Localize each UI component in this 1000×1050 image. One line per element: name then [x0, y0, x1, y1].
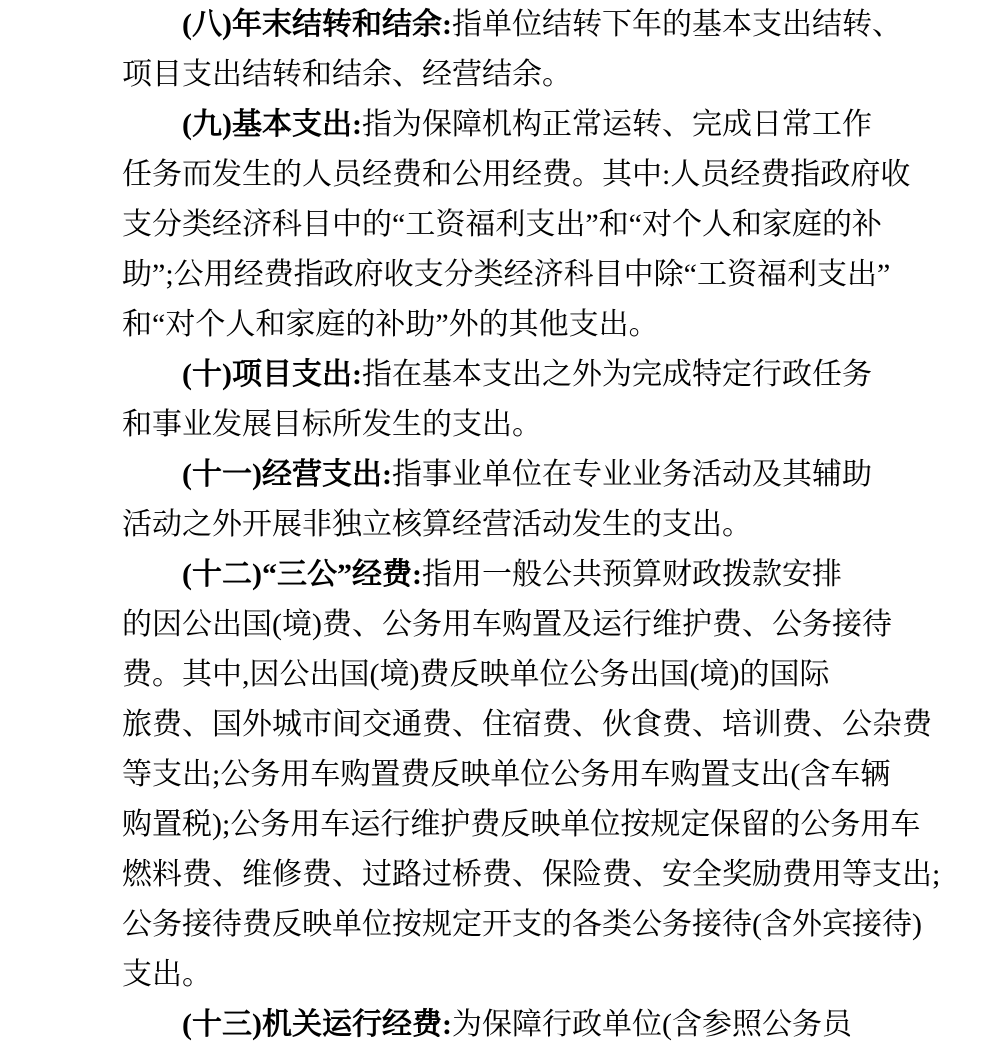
- document-line: [122, 650, 945, 700]
- paragraph-first-line: [122, 550, 945, 600]
- paragraph-heading: (八)年末结转和结余:: [182, 8, 452, 41]
- document-line: [122, 950, 945, 1000]
- line-text: 指单位结转下年的基本支出结转、: [451, 8, 902, 41]
- paragraph-heading: (十一)经营支出:: [182, 458, 392, 491]
- line-text: 的因公出国(境)费、公务用车购置及运行维护费、公务接待: [122, 608, 892, 641]
- paragraph-first-line: [122, 0, 945, 50]
- document-line: [122, 800, 945, 850]
- paragraph-heading: (十三)机关运行经费:: [182, 1008, 452, 1041]
- document-line: [122, 750, 945, 800]
- line-text: 购置税);公务用车运行维护费反映单位按规定保留的公务用车: [122, 808, 921, 841]
- paragraph-first-line: [122, 350, 945, 400]
- document-line: [122, 500, 945, 550]
- line-text: 费。其中,因公出国(境)费反映单位公务出国(境)的国际: [122, 658, 830, 691]
- document-line: [122, 50, 945, 100]
- line-text: 指用一般公共预算财政拨款安排: [421, 558, 842, 591]
- document-line: [122, 250, 945, 300]
- line-text: 任务而发生的人员经费和公用经费。其中:人员经费指政府收: [122, 158, 911, 191]
- paragraph-heading: (十)项目支出:: [182, 358, 362, 391]
- line-text: 公务接待费反映单位按规定开支的各类公务接待(含外宾接待): [122, 908, 922, 941]
- line-text: 和“对个人和家庭的补助”外的其他支出。: [122, 308, 659, 341]
- document-line: [122, 850, 945, 900]
- line-text: 支分类经济科目中的“工资福利支出”和“对个人和家庭的补: [122, 208, 882, 241]
- paragraph-first-line: [122, 450, 945, 500]
- paragraph-heading: (九)基本支出:: [182, 108, 362, 141]
- document-line: [122, 700, 945, 750]
- document-line: [122, 400, 945, 450]
- line-text: 助”;公用经费指政府收支分类经济科目中除“工资福利支出”: [122, 258, 891, 291]
- line-text: 等支出;公务用车购置费反映单位公务用车购置支出(含车辆: [122, 758, 891, 791]
- line-text: 指事业单位在专业业务活动及其辅助: [391, 458, 872, 491]
- line-text: 指为保障机构正常运转、完成日常工作: [361, 108, 872, 141]
- document-line: [122, 900, 945, 950]
- document-line: [122, 600, 945, 650]
- line-text: 燃料费、维修费、过路过桥费、保险费、安全奖励费用等支出;: [122, 858, 941, 891]
- line-text: 支出。: [122, 958, 212, 991]
- line-text: 项目支出结转和结余、经营结余。: [122, 58, 572, 91]
- line-text: 旅费、国外城市间交通费、住宿费、伙食费、培训费、公杂费: [122, 708, 932, 741]
- paragraph-first-line: [122, 100, 945, 150]
- line-text: 和事业发展目标所发生的支出。: [122, 408, 542, 441]
- paragraph-heading: (十二)“三公”经费:: [182, 558, 422, 591]
- line-text: 活动之外开展非独立核算经营活动发生的支出。: [122, 508, 752, 541]
- document-line: [122, 300, 945, 350]
- document-line: [122, 200, 945, 250]
- document-line: [122, 150, 945, 200]
- line-text: 为保障行政单位(含参照公务员: [451, 1008, 852, 1041]
- line-text: 指在基本支出之外为完成特定行政任务: [361, 358, 872, 391]
